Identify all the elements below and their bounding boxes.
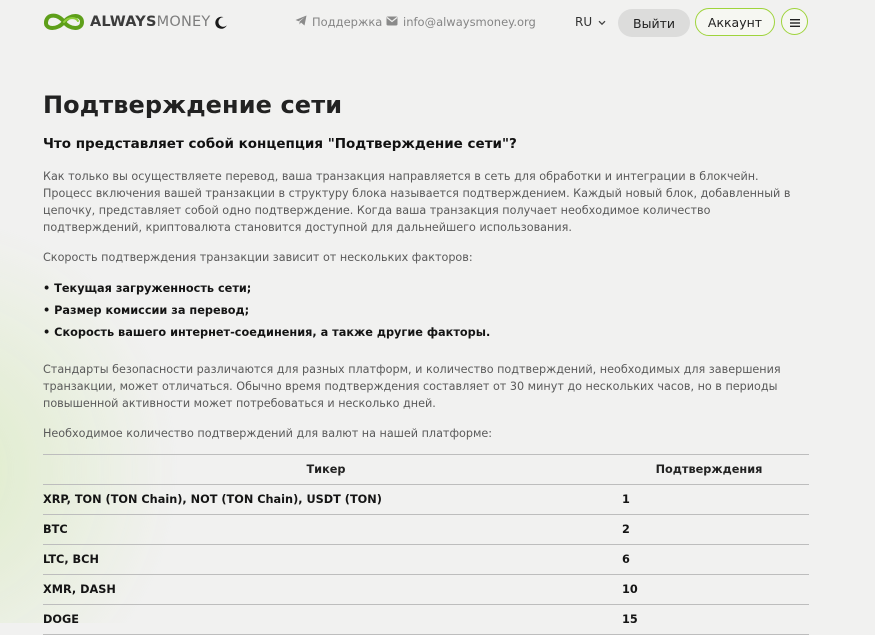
security-standards-paragraph: Стандарты безопасности различаются для разных платформ, и количество подтверждений, необходимых для завершения транзакции, может отличаться. Обычно время подтверждения составляет от 30 минут до нескольких часов, но в периоды повышенной активности может потребоваться и несколько дней.: [43, 363, 781, 410]
ticker-cell: BTC: [43, 515, 609, 545]
chevron-down-icon: [592, 15, 606, 29]
table-row: [43, 575, 809, 605]
logo-text: [90, 15, 210, 30]
support-link[interactable]: [295, 15, 382, 29]
infinity-logo-icon: [42, 11, 86, 33]
logo-text-light: MONEY: [156, 13, 211, 30]
confirmations-table: [43, 454, 809, 635]
table-row: [43, 545, 809, 575]
confirmations-cell: 1: [609, 485, 809, 515]
factor-item-connection: • Скорость вашего интернет-соединения, а также другие факторы.: [43, 326, 491, 339]
confirmations-cell: 10: [609, 575, 809, 605]
logout-button[interactable]: Выйти: [618, 9, 690, 37]
email-link[interactable]: [386, 15, 536, 29]
language-select[interactable]: [575, 15, 606, 29]
email-label: info@alwaysmoney.org: [403, 15, 536, 29]
menu-button[interactable]: [781, 8, 808, 35]
table-row: [43, 605, 809, 635]
confirmations-cell: 15: [609, 605, 809, 635]
header-confirmations: Подтверждения: [609, 455, 809, 485]
envelope-icon: [386, 15, 403, 29]
moon-icon[interactable]: [214, 15, 228, 29]
factor-text: Скорость вашего интернет-соединения, а также другие факторы.: [54, 326, 491, 339]
intro-paragraph: Как только вы осуществляете перевод, ваша транзакция направляется в сеть для обработки и интеграции в блокчейн. Процесс включения вашей транзакции в структуру блока называется подтверждением. Каждый новый блок, добавленный в цепочку, представляет собой одно подтверждение. Когда ваша транзакция получает необходимое количество подтверждений, криптовалюта становится доступной для дальнейшего использования.: [43, 170, 791, 234]
logo-text-bold: ALWAYS: [90, 13, 157, 30]
ticker-cell: XMR, DASH: [43, 575, 609, 605]
language-value: RU: [575, 15, 593, 29]
page-title: Подтверждение сети: [43, 91, 343, 119]
table-row: [43, 485, 809, 515]
site-header: [0, 0, 875, 46]
header-ticker: Тикер: [43, 455, 609, 485]
ticker-cell: DOGE: [43, 605, 609, 635]
factors-list: [43, 278, 809, 344]
table-intro: Необходимое количество подтверждений для валют на нашей платформе:: [43, 427, 493, 440]
telegram-icon: [295, 15, 312, 29]
support-label: Поддержка: [312, 15, 383, 29]
factor-item-network-load: • Текущая загруженность сети;: [43, 282, 252, 295]
main-content: [43, 88, 809, 635]
factor-item-commission: • Размер комиссии за перевод;: [43, 304, 250, 317]
ticker-cell: XRP, TON (TON Chain), NOT (TON Chain), USDT (TON): [43, 485, 609, 515]
site-logo[interactable]: [42, 11, 210, 33]
ticker-cell: LTC, BCH: [43, 545, 609, 575]
factor-text: Текущая загруженность сети;: [54, 282, 252, 295]
factors-intro: Скорость подтверждения транзакции зависит от нескольких факторов:: [43, 251, 473, 264]
confirmations-cell: 6: [609, 545, 809, 575]
table-header-row: [43, 455, 809, 485]
confirmations-cell: 2: [609, 515, 809, 545]
table-row: [43, 515, 809, 545]
account-button[interactable]: Аккаунт: [695, 8, 775, 36]
factor-text: Размер комиссии за перевод;: [54, 304, 250, 317]
hamburger-menu-icon: [790, 12, 800, 31]
section-subtitle: Что представляет собой концепция "Подтверждение сети"?: [43, 136, 517, 152]
